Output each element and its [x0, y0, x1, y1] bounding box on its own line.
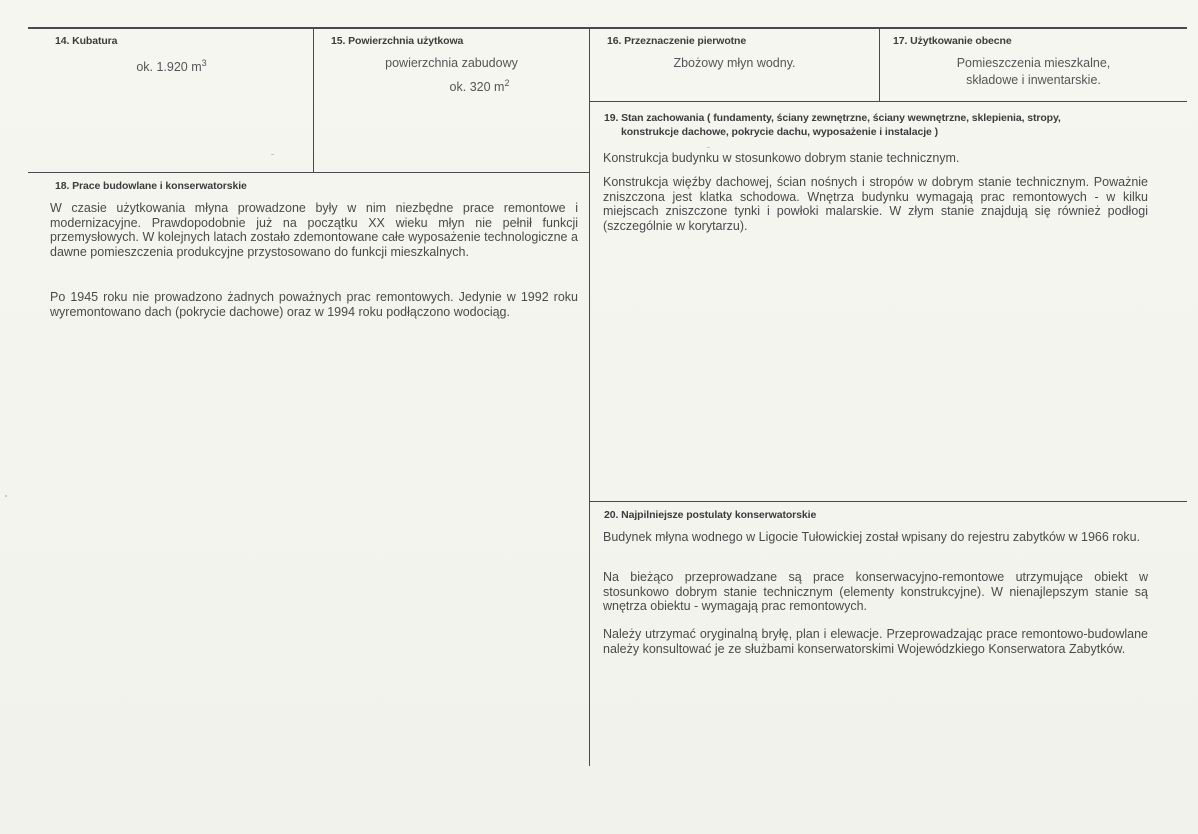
- section-16-label: 16. Przeznaczenie pierwotne: [607, 35, 747, 47]
- top-border: [28, 27, 1187, 29]
- section-15-value-line2: ok. 320 $m^2$: [449, 78, 510, 95]
- section-17-label: 17. Użytkowanie obecne: [893, 35, 1012, 47]
- scan-speck: [271, 154, 274, 155]
- section-19-label-line2: konstrukcje dachowe, pokrycie dachu, wyposażenie i instalacje ): [621, 126, 938, 138]
- section-17-value-line2: składowe i inwentarskie.: [966, 73, 1101, 87]
- section-15-value-line1: powierzchnia zabudowy: [385, 56, 518, 70]
- divider-horizontal-right-2: [590, 501, 1187, 502]
- section-17-value-line1: Pomieszczenia mieszkalne,: [956, 56, 1111, 70]
- section-14-value: ok. 1.920 $m^3$: [136, 58, 207, 75]
- section-16-value: Zbożowy młyn wodny.: [673, 56, 796, 70]
- section-20-paragraph-3: Należy utrzymać oryginalną bryłę, plan i elewacje. Przeprowadzając prace remontowo-budowlane należy konsultować je ze służbami konserwatorskimi Wojewódzkiego Konserwatora Zabytków.: [603, 627, 1148, 656]
- scan-speck: [707, 147, 710, 148]
- divider-horizontal-left: [28, 172, 589, 173]
- section-15-value: [314, 55, 589, 96]
- divider-horizontal-right-1: [590, 101, 1187, 102]
- divider-vertical-1: [313, 28, 314, 173]
- section-19-label: [604, 111, 1174, 139]
- section-19-paragraph-2: Konstrukcja więźby dachowej, ścian nośnych i stropów w dobrym stanie technicznym. Poważnie zniszczona jest klatka schodowa. Wnętrza budynku wymagają prac remontowych - w kilku miejscach zniszczone tynki i powłoki malarskie. W złym stanie znajdują się również podłogi (szczególnie w korytarzu).: [603, 175, 1148, 233]
- section-14-label: 14. Kubatura: [55, 35, 118, 47]
- divider-vertical-main: [589, 28, 590, 766]
- section-18-paragraph-2: Po 1945 roku nie prowadzono żadnych poważnych prac remontowych. Jedynie w 1992 roku wyremontowano dach (pokrycie dachowe) oraz w 1994 roku podłączono wodociąg.: [50, 290, 578, 319]
- section-20-label: 20. Najpilniejsze postulaty konserwatorskie: [604, 509, 817, 521]
- section-18-label: 18. Prace budowlane i konserwatorskie: [55, 180, 247, 192]
- section-15-label: 15. Powierzchnia użytkowa: [331, 35, 464, 47]
- scan-speck: [5, 495, 7, 497]
- section-20-paragraph-1: Budynek młyna wodnego w Ligocie Tułowickiej został wpisany do rejestru zabytków w 1966 roku.: [603, 530, 1141, 544]
- section-20-paragraph-2: Na bieżąco przeprowadzane są prace konserwacyjno-remontowe utrzymujące obiekt w stosunkowo dobrym stanie technicznym (elementy konstrukcyjne). W nienajlepszym stanie są wnętrza obiektu - wymagają prac remontowych.: [603, 570, 1148, 614]
- section-18-paragraph-1: W czasie użytkowania młyna prowadzone były w nim niezbędne prace remontowe i modernizacyjne. Prawdopodobnie już na początku XX wieku młyn nie pełnił funkcji przemysłowych. W kolejnych latach zostało zdemontowane całe wyposażenie technologiczne a dawne pomieszczenia produkcyjne przystosowano do funkcji mieszkalnych.: [50, 201, 578, 259]
- section-17-value: [880, 55, 1187, 89]
- section-19-label-line1: 19. Stan zachowania ( fundamenty, ściany zewnętrzne, ściany wewnętrzne, sklepienia, stropy,: [604, 112, 1061, 124]
- section-19-paragraph-1: Konstrukcja budynku w stosunkowo dobrym stanie technicznym.: [603, 151, 960, 165]
